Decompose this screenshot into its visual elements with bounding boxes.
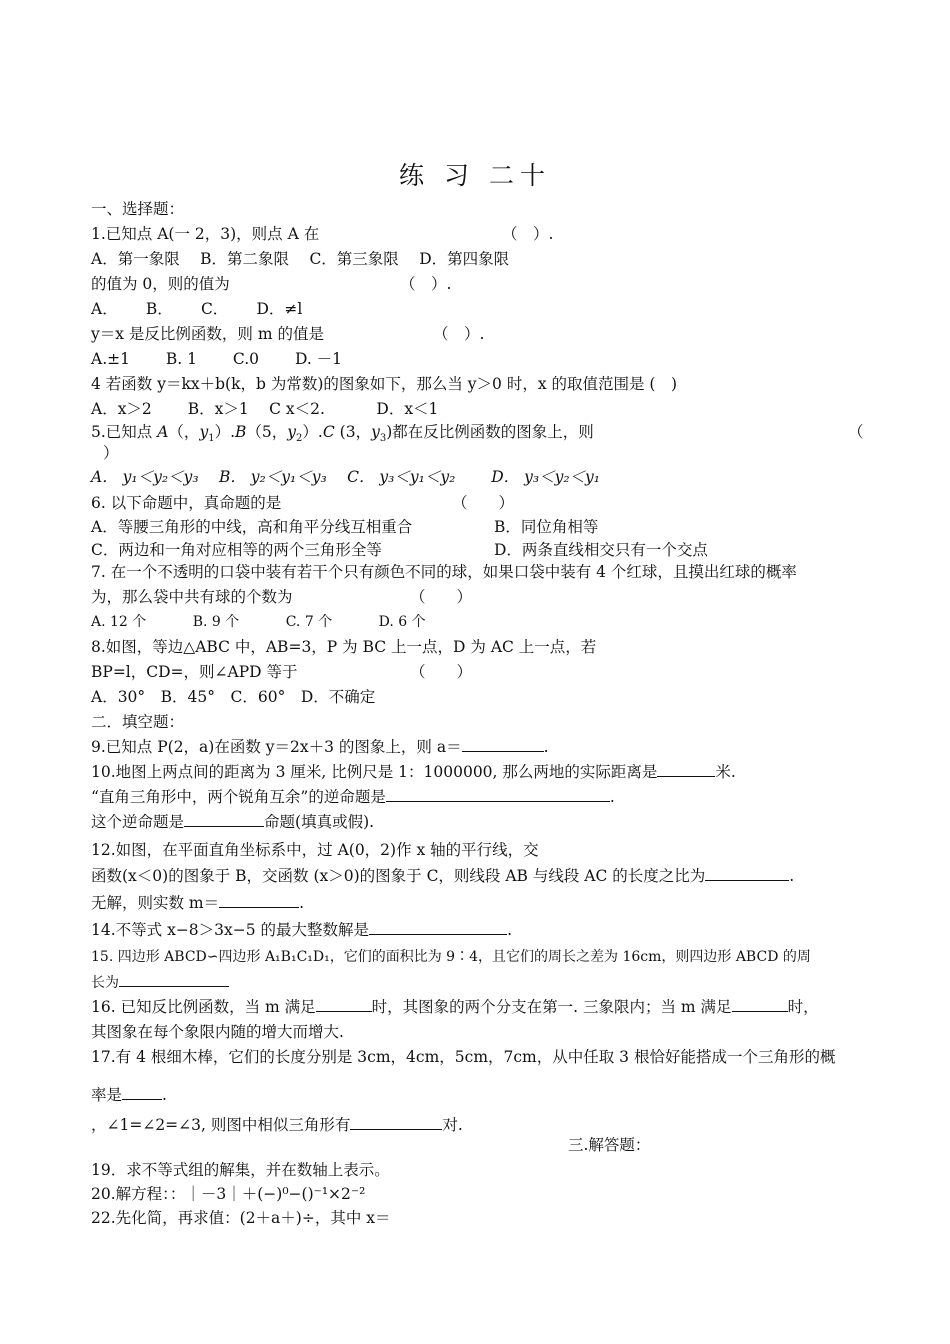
answer-paren-5-right: ）	[103, 444, 119, 462]
question-7-line-2: 为，那么袋中共有球的个数为	[91, 588, 293, 606]
answer-paren-3: （ ）.	[433, 325, 485, 343]
page-title: 练 习 二十	[399, 161, 551, 190]
q5-text-h: （5，	[246, 423, 288, 441]
q18-text: ，∠1=∠2=∠3, 则图中相似三角形有	[91, 1116, 351, 1134]
q5-sub-1: 1	[208, 433, 215, 445]
q5-y2: y	[287, 423, 297, 441]
q17-text-2: 率是	[91, 1086, 123, 1104]
answer-blank-10	[657, 762, 715, 777]
q5-point-b: B	[235, 423, 247, 441]
q5-text-p: )都在反比例函数的图象上，则	[386, 423, 594, 441]
answer-blank-11a	[386, 787, 610, 802]
answer-paren-6: （ ）	[452, 494, 515, 512]
answer-blank-18	[350, 1115, 442, 1130]
answer-blank-14	[369, 920, 507, 935]
answer-blank-16b	[732, 997, 788, 1012]
question-6-option-c: C．两边和一角对应相等的两个三角形全等	[91, 541, 382, 559]
question-22: 22.先化简，再求值：(2＋a＋)÷，其中 x＝	[91, 1209, 391, 1227]
question-4-options: A．x＞2 B．x＞1 C x＜2. D．x＜1	[91, 400, 439, 418]
answer-blank-16a	[316, 997, 372, 1012]
question-3-options: A.±1 B. 1 C.0 D. －1	[91, 350, 343, 368]
answer-blank-12	[705, 866, 789, 881]
question-18	[91, 1115, 463, 1135]
q5-point-a: A	[157, 423, 169, 441]
q11-text: “直角三角形中，两个锐角互余”的逆命题是	[91, 788, 386, 806]
question-9	[91, 737, 549, 757]
q12-end: .	[789, 867, 795, 885]
question-5	[91, 422, 594, 445]
question-8-options: A．30° B．45° C．60° D．不确定	[91, 688, 376, 706]
q14-text: 14.不等式 x−8＞3x−5 的最大整数解是	[91, 921, 370, 939]
section-heading-choice: 一、选择题：	[91, 200, 185, 218]
q5-text-c: （，	[168, 423, 200, 441]
question-8-line-2: BP=l，CD=，则∠APD 等于	[91, 663, 298, 681]
answer-paren-8: （ ）	[410, 663, 473, 681]
q5-sub-2: 2	[296, 433, 303, 445]
q16-text-a: 16. 已知反比例函数，当 m 满足	[91, 998, 316, 1016]
question-17-line-2	[91, 1085, 167, 1105]
q5-text-k: ）.	[302, 423, 323, 441]
question-2-options: A． B． C． D．≠l	[91, 300, 303, 318]
q11-end-2: 命题(填真或假).	[264, 813, 375, 831]
section-heading-solve: 三.解答题：	[568, 1136, 651, 1154]
q13-end: .	[299, 894, 305, 912]
question-15-line-2	[91, 972, 229, 993]
q5-text-m: (3，	[334, 423, 372, 441]
question-12-line-1: 12.如图，在平面直角坐标系中，过 A(0，2)作 x 轴的平行线，交	[91, 841, 539, 859]
answer-blank-15	[119, 972, 229, 987]
question-1: 1.已知点 A(一 2，3)，则点 A 在	[91, 225, 320, 243]
answer-blank-11b	[184, 812, 264, 827]
section-heading-fill: 二．填空题：	[91, 713, 185, 731]
answer-blank-9	[462, 737, 544, 752]
question-3: y＝x 是反比例函数，则 m 的值是	[91, 325, 324, 343]
question-11-line-2	[91, 812, 374, 832]
question-11-line-1	[91, 787, 615, 807]
q9-text: 9.已知点 P(2，a)在函数 y＝2x＋3 的图象上，则 a＝	[91, 738, 462, 756]
q18-end: 对.	[442, 1116, 463, 1134]
question-20: 20.解方程：：｜－3｜＋(−)⁰−()⁻¹×2⁻²	[91, 1185, 366, 1203]
question-12-line-2	[91, 866, 794, 886]
question-6-option-d: D．两条直线相交只有一个交点	[494, 541, 708, 559]
question-17-line-1: 17.有 4 根细木棒，它们的长度分别是 3cm，4cm，5cm，7cm，从中任取 3 根恰好能搭成一个三角形的概	[91, 1048, 836, 1066]
q11-end: .	[609, 788, 615, 806]
question-14	[91, 920, 512, 940]
q16-text-b: 时，其图象的两个分支在第一. 三象限内；当 m 满足	[371, 998, 732, 1016]
q14-end: .	[507, 921, 512, 939]
question-7-line-1: 7. 在一个不透明的口袋中装有若干个只有颜色不同的球，如果口袋中装有 4 个红球，且摸出红球的概率	[91, 563, 797, 581]
question-16-line-2: 其图象在每个象限内随的增大而增大.	[91, 1023, 344, 1041]
q10-text: 10.地图上两点间的距离为 3 厘米, 比例尺是 1：1000000, 那么两地的实际距离是	[91, 763, 658, 781]
question-10	[91, 762, 736, 782]
answer-blank-13	[219, 893, 299, 908]
q5-point-c: C	[322, 423, 335, 441]
q10-end: 米.	[715, 763, 736, 781]
answer-paren-5-left: （	[848, 423, 864, 441]
q5-y1: y	[199, 423, 209, 441]
q5-text-a: 5.已知点	[91, 423, 158, 441]
q5-sub-3: 3	[379, 433, 387, 445]
question-6: 6. 以下命题中，真命题的是	[91, 494, 282, 512]
q5-y3: y	[371, 423, 380, 441]
answer-paren-7: （ ）	[410, 588, 473, 606]
answer-paren-2: （ ）.	[400, 275, 452, 293]
question-13	[91, 893, 304, 913]
q12-text: 函数(x＜0)的图象于 B，交函数 (x＞0)的图象于 C，则线段 AB 与线段 AC 的长度之比为	[91, 867, 706, 885]
question-1-options: A．第一象限 B．第二象限 C．第三象限 D．第四象限	[91, 250, 510, 268]
question-16-line-1	[91, 997, 819, 1017]
question-6-option-b: B．同位角相等	[494, 518, 599, 536]
question-19: 19．求不等式组的解集，并在数轴上表示。	[91, 1161, 390, 1179]
q5-text-f: ）.	[214, 423, 236, 441]
q17-end: .	[162, 1086, 167, 1104]
answer-blank-17	[122, 1085, 162, 1100]
question-4: 4 若函数 y＝kx＋b(k，b 为常数)的图象如下，那么当 y＞0 时，x 的取值范围是 ( )	[91, 375, 678, 393]
q9-end: .	[543, 738, 549, 756]
answer-paren-1: （ ）.	[502, 225, 554, 243]
question-8-line-1: 8.如图，等边△ABC 中，AB=3，P 为 BC 上一点，D 为 AC 上一点，若	[91, 638, 597, 656]
question-5-options: A． y₁＜y₂＜y₃ B． y₂＜y₁＜y₃ C． y₃＜y₁＜y₂ D． y₃＜y₂＜y₁	[91, 468, 601, 486]
question-15-line-1: 15. 四边形 ABCD∽四边形 A₁B₁C₁D₁，它们的面积比为 9∶4，且它们的周长之差为 16cm，则四边形 ABCD 的周	[91, 949, 811, 965]
q15-text-2: 长为	[91, 975, 119, 991]
question-6-option-a: A．等腰三角形的中线，高和角平分线互相重合	[91, 518, 413, 536]
q11-text-2: 这个逆命题是	[91, 813, 185, 831]
q13-text: 无解，则实数 m＝	[91, 894, 220, 912]
question-2: 的值为 0，则的值为	[91, 275, 230, 293]
question-7-options: A. 12 个 B. 9 个 C. 7 个 D. 6 个	[91, 614, 426, 630]
q16-text-c: 时，	[787, 998, 819, 1016]
